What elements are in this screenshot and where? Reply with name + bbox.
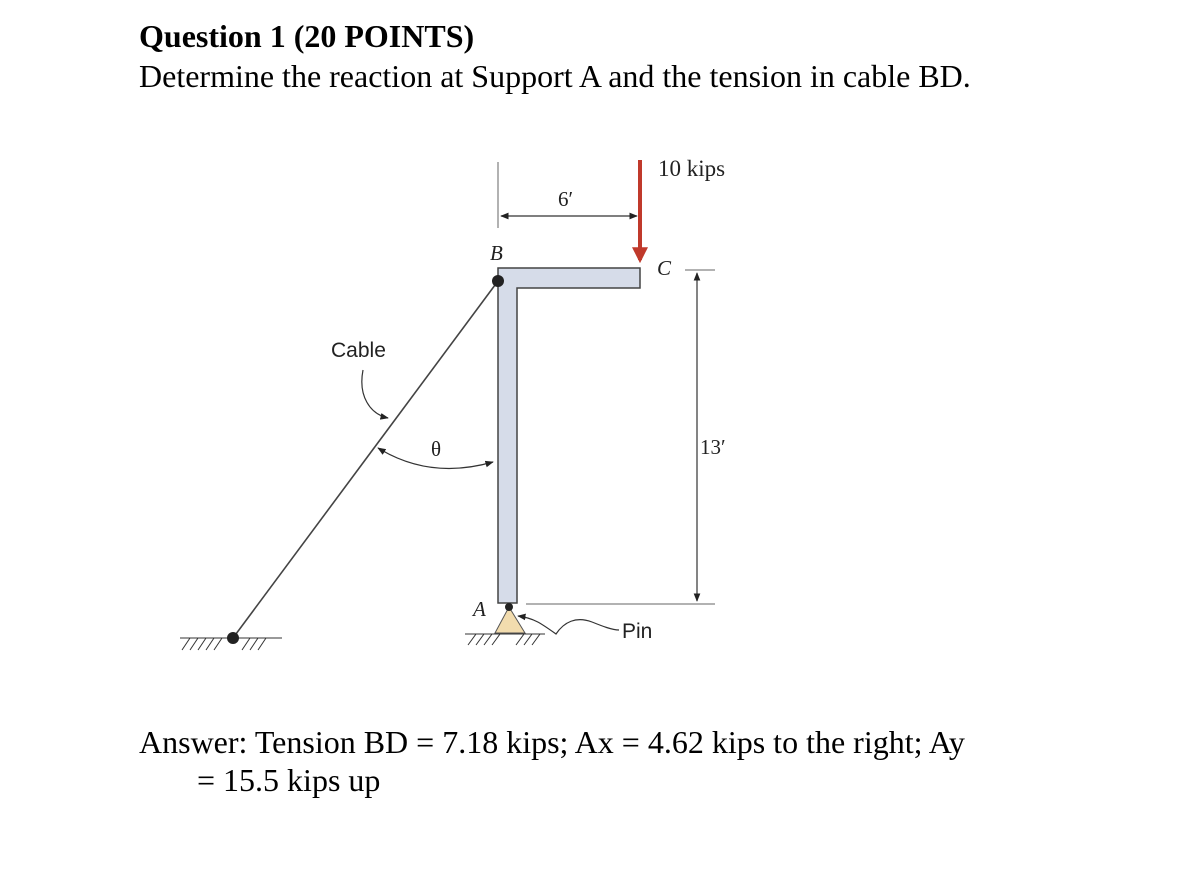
load-label: 10 kips xyxy=(658,156,726,181)
anchor-d-dot xyxy=(227,632,239,644)
question-heading: Question 1 (20 POINTS) xyxy=(139,18,475,54)
point-c-label: C xyxy=(657,256,672,280)
dim-6ft-label: 6′ xyxy=(558,187,574,211)
pin-leader xyxy=(518,616,619,634)
theta-label: θ xyxy=(431,437,442,461)
frame-diagram xyxy=(160,148,740,660)
cable-label: Cable xyxy=(331,339,386,362)
point-a-label: A xyxy=(473,597,486,621)
frame-member xyxy=(498,268,640,603)
cable-bd xyxy=(233,281,498,638)
frame-diagram-svg xyxy=(160,148,740,660)
dim-13ft-label: 13′ xyxy=(700,435,726,459)
answer-line-1: Answer: Tension BD = 7.18 kips; Ax = 4.62 kips to the right; Ay xyxy=(139,724,965,760)
question-prompt: Determine the reaction at Support A and the tension in cable BD. xyxy=(139,58,971,94)
point-b-label: B xyxy=(490,241,503,265)
cable-leader xyxy=(362,370,388,418)
answer-line-2: = 15.5 kips up xyxy=(197,762,381,798)
point-b-dot xyxy=(492,275,504,287)
pin-label: Pin xyxy=(622,620,653,643)
answer-text xyxy=(139,723,1059,799)
